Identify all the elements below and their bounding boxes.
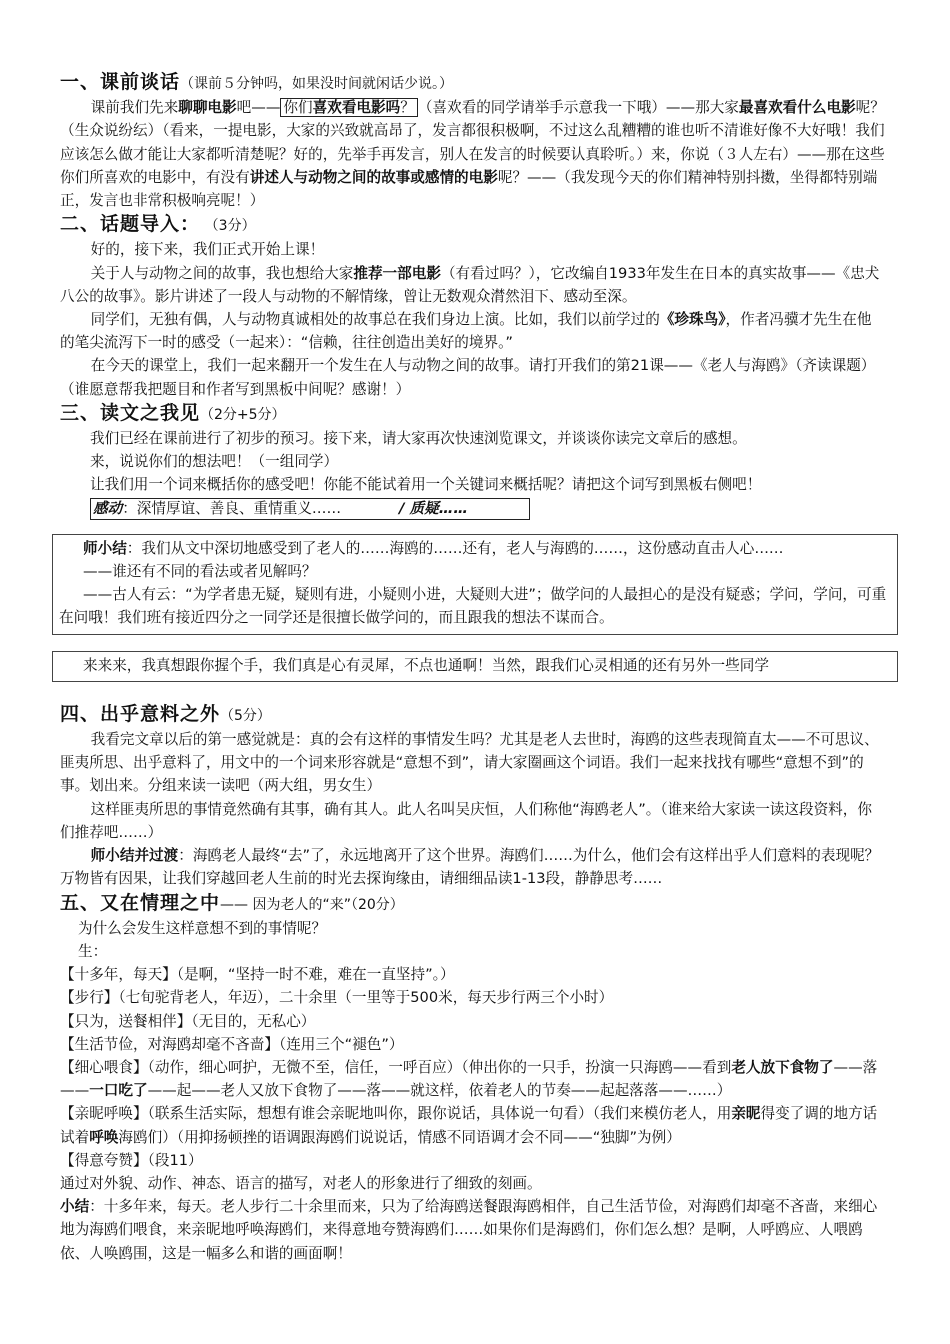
text: ——起——老人又放下食物了——落——就这样，依着老人的节奏——起起落落——……） — [147, 1082, 732, 1100]
text: ：海鸥老人最终“去”了，永远地离开了这个世界。海鸥们……为什么，他们会有这样出乎人们意料的表现呢？万物皆有因果，让我们穿越回老人生前的时光去探询缘由，请细细品读1-13段，静静思考…… — [60, 847, 880, 888]
boxed-question — [280, 98, 417, 117]
list-item: 【得意夸赞】（段11） — [60, 1151, 203, 1169]
text: （喜欢看的同学请举手示意我一下哦）——那大家 — [417, 99, 739, 117]
section-5-heading — [60, 891, 886, 917]
paragraph: 我们已经在课前进行了初步的预习。接下来，请大家再次快速浏览课文，并谈谈你读完文章后的感想。 — [90, 430, 747, 448]
bold-text: 喜欢看电影吗 — [312, 99, 401, 117]
list-item — [60, 1102, 886, 1148]
paragraph — [59, 537, 891, 560]
section-2-heading — [60, 212, 886, 238]
text: 关于人与动物之间的故事，我也想给大家 — [90, 264, 354, 282]
text: ，作者冯骥才先生在他的笔尖流泻下一时的感受（一起来）：“信赖，往往创造出美好的境界。” — [60, 311, 872, 352]
bold-text: 亲昵 — [731, 1105, 761, 1123]
section-4-heading — [60, 702, 886, 728]
bold-text: 聊聊电影 — [178, 99, 237, 117]
section-note: （课前５分钟吗，如果没时间就闲话少说。） — [180, 76, 454, 92]
text: 吧—— — [236, 99, 281, 117]
paragraph: 让我们用一个词来概括你的感受吧！你能不能试着用一个关键词来概括呢？请把这个词写到黑板右侧吧！ — [90, 476, 762, 494]
text: 【细心喂食】（动作，细心呵护，无微不至，信任，一呼百应）（伸出你的一只手，扮演一只海鸥——看到 — [60, 1058, 732, 1076]
paragraph: 生： — [78, 942, 108, 960]
paragraph — [60, 844, 886, 890]
text: ：十多年来，每天。老人步行二十余里而来，只为了给海鸥送餐跟海鸥相伴，自己生活节俭，对海鸥们却毫不吝啬，来细心地为海鸥们喂食，来亲昵地呼唤海鸥们，来得意地夸赞海鸥们……如果你们是海鸥们，你们怎么想？是啊，人呼鸥应、人喂鸥依、人唤鸥围，这是一幅多么和谐的画面啊！ — [60, 1198, 878, 1262]
bold-text: 小结 — [60, 1198, 90, 1216]
spacer — [60, 520, 886, 534]
paragraph: ——古人有云：“为学者患无疑，疑则有进，小疑则小进，大疑则大进”；做学问的人最担心的是没有疑惑；学问，学问，可重在问哦！我们班有接近四分之一同学还是很擅长做学问的，而且跟我的想法不谋而合。 — [59, 586, 887, 627]
text: 海鸥们）（用抑扬顿挫的语调跟海鸥们说说话，情感不同语调才会不同——“独脚”为例） — [118, 1128, 681, 1146]
section-title: 一、课前谈话 — [60, 71, 181, 93]
lesson-plan — [60, 70, 886, 1265]
list-item: 【生活节俭，对海鸥却毫不吝啬】（连用三个“褪色”） — [60, 1035, 404, 1053]
text: ——落—— — [60, 1058, 878, 1100]
text: ：我们从文中深切地感受到了老人的……海鸥的……还有，老人与海鸥的……，这份感动直击人心…… — [126, 539, 784, 557]
bold-text: 师小结并过渡 — [90, 847, 179, 865]
section-title: 五、又在情理之中 — [60, 891, 221, 914]
paragraph — [60, 96, 886, 212]
section-title: 四、出乎意料之外 — [60, 702, 221, 725]
bold-italic-text: 感动 — [93, 499, 123, 517]
paragraph: 来来来，我真想跟你握个手，我们真是心有灵犀，不点也通啊！当然，跟我们心灵相通的还有另外一些同学 — [83, 656, 769, 674]
paragraph: 好的，接下来，我们正式开始上课！ — [90, 241, 325, 259]
list-item: 【只为，送餐相伴】（无目的，无私心） — [60, 1012, 316, 1030]
text: 课前我们先来 — [90, 99, 179, 117]
section-score: （3分） — [204, 218, 256, 235]
teacher-summary-box — [52, 534, 898, 635]
paragraph — [60, 308, 886, 354]
paragraph: 在今天的课堂上，我们一起来翻开一个发生在人与动物之间的故事。请打开我们的第21课——《老人与海鸥》（齐读课题）（谁愿意帮我把题目和作者写到黑板中间呢？感谢！） — [60, 357, 876, 398]
paragraph — [60, 1195, 886, 1265]
teacher-remark-box — [52, 651, 898, 682]
bold-text: 《珍珠鸟》 — [659, 311, 726, 329]
paragraph: 这样匪夷所思的事情竟然确有其事，确有其人。此人名叫吴庆恒，人们称他“海鸥老人”。（谁来给大家读一读这段资料，你们推荐吧……） — [60, 800, 872, 841]
text: 【亲昵呼唤】（联系生活实际，想想有谁会亲昵地叫你，跟你说话，具体说一句看）（我们来模仿老人，用 — [60, 1105, 732, 1123]
section-1-heading — [60, 70, 886, 96]
section-score: （2分+5分） — [200, 406, 286, 423]
bold-text: 讲述人与动物之间的故事或感情的电影 — [249, 168, 498, 186]
text: 呢？——（我发现今天的你们精神特别抖擞，坐得都特别端正，发言也非常积极响亮呢！） — [60, 168, 878, 210]
list-item: 【步行】（七旬驼背老人，年迈），二十余里（一里等于500米，每天步行两三个小时） — [60, 989, 614, 1007]
paragraph: ——谁还有不同的看法或者见解吗？ — [83, 563, 317, 581]
text: （有看过吗？），它改编自1933年发生在日本的真实故事——《忠犬八公的故事》。影片讲述了一段人与动物的不解情缘，曾让无数观众潸然泪下、感动至深。 — [60, 264, 880, 305]
section-subtitle: —— 因为老人的“来”（20分） — [220, 896, 404, 913]
text: 同学们，无独有偶，人与动物真诚相处的故事总在我们身边上演。比如，我们以前学过的 — [90, 311, 660, 329]
spacer — [60, 682, 886, 702]
bold-text: 一口吃了 — [89, 1082, 148, 1100]
text: ？ — [400, 99, 415, 117]
bold-text: 最喜欢看什么电影 — [738, 99, 856, 117]
text: ：深情厚谊、善良、重情重义…… — [122, 499, 342, 517]
text: 你们 — [283, 99, 313, 117]
bold-text: 呼唤 — [89, 1128, 119, 1146]
paragraph: 通过对外貌、动作、神态、语言的描写，对老人的形象进行了细致的刻画。 — [60, 1174, 542, 1192]
list-item — [60, 1056, 886, 1102]
paragraph: 我看完文章以后的第一感觉就是：真的会有这样的事情发生吗？尤其是老人去世时，海鸥的这些表现简直太——不可思议、匪夷所思、出乎意料了，用文中的一个词来形容就是“意想不到”，请大家圈画这个词语。我们一起来找找有哪些“意想不到”的事。划出来。分组来读一读吧（两大组，男女生） — [60, 731, 879, 795]
section-title: 二、话题导入： — [60, 213, 201, 236]
text: 得变了调的地方话试着 — [60, 1105, 878, 1146]
section-title: 三、读文之我见 — [60, 401, 201, 424]
bold-italic-text: / 质疑…… — [399, 499, 468, 517]
list-item: 【十多年，每天】（是啊，“坚持一时不难，难在一直坚持”。） — [60, 966, 455, 984]
section-3-heading — [60, 401, 886, 427]
section-score: （5分） — [220, 707, 271, 724]
bold-text: 老人放下食物了 — [731, 1058, 834, 1076]
paragraph: 为什么会发生这样意想不到的事情呢？ — [78, 919, 327, 937]
bold-text: 推荐一部电影 — [353, 264, 441, 282]
bold-text: 师小结 — [83, 539, 127, 557]
paragraph: 来，说说你们的想法吧！（一组同学） — [90, 453, 339, 471]
feeling-box — [90, 498, 530, 520]
spacer — [60, 635, 886, 651]
text: 呢？（生众说纷纭）（看来，一提电影，大家的兴致就高昂了，发言都很积极啊，不过这么乱糟糟的谁也听不清谁好像不大好哦！我们应该怎么做才能让大家都听清楚呢？好的，先举手再发言，别人在发言的时候要认真聆听。）来，你说（３人左右）——那在这些你们所喜欢的电影中，有没有 — [60, 99, 885, 186]
paragraph — [60, 262, 886, 308]
